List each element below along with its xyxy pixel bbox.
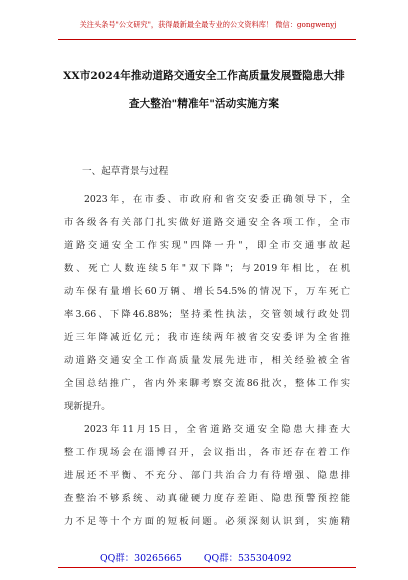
paragraph-line: 进展还不平衡、不充分、部门共治合力有待增强、隐患排 <box>64 470 350 481</box>
header-banner: 关注头条号"公文研究"，获得最新最全最专业的公文资料库！ 微信：gongwenyj <box>79 20 337 29</box>
footer-qq-group-2: QQ群：535304092 <box>203 553 292 564</box>
header-divider <box>58 39 356 40</box>
paragraph-line: 2023年11月15日，全省道路交通安全隐患大排查大 <box>84 424 350 435</box>
footer-contacts <box>100 553 310 565</box>
paragraph-line: 全国总结推广，省内外来聊考察交流86批次，整体工作实 <box>64 378 350 389</box>
paragraph-line: 整工作现场会在淄博召开，会议指出，各市还存在着工作 <box>64 447 350 458</box>
paragraph-line: 近三年降减近亿元；我市连续两年被省交安委评为全省推 <box>64 332 350 343</box>
paragraph-line: 率3.66、下降46.88%；坚持柔性执法，交管领域行政处罚 <box>64 309 350 320</box>
paragraph-line: 查整治不够系统、动真碰硬力度存差距、隐患预警预控能 <box>64 493 350 504</box>
section-heading: 一、起草背景与过程 <box>82 166 169 177</box>
paragraph-line: 动车保有量增长60万辆、增长54.5%的情况下，万车死亡 <box>64 286 350 297</box>
paragraph-line: 力不足等十个方面的短板问题。必须深刻认识到，实施精 <box>64 516 350 527</box>
footer-qq-group-1: QQ群：30265665 <box>100 553 182 564</box>
paragraph-line: 市各级各有关部门扎实做好道路交通安全各项工作，全市 <box>64 217 350 228</box>
paragraph-line: 数、死亡人数连续5年"双下降"；与2019年相比，在机 <box>64 263 350 274</box>
paragraph-line: 动道路交通安全工作高质量发展先进市，相关经验被全省 <box>64 355 350 366</box>
paragraph-line: 2023年，在市委、市政府和省交安委正确领导下，全 <box>84 194 350 205</box>
footer-divider <box>58 567 356 568</box>
document-title-line-2: 查大整治"精准年"活动实施方案 <box>128 98 280 110</box>
paragraph-line: 现新提升。 <box>64 401 111 412</box>
document-title-line-1: XX市2024年推动道路交通安全工作高质量发展暨隐患大排 <box>63 70 345 82</box>
paragraph-line: 道路交通安全工作实现"四降一升"，即全市交通事故起 <box>64 240 350 251</box>
